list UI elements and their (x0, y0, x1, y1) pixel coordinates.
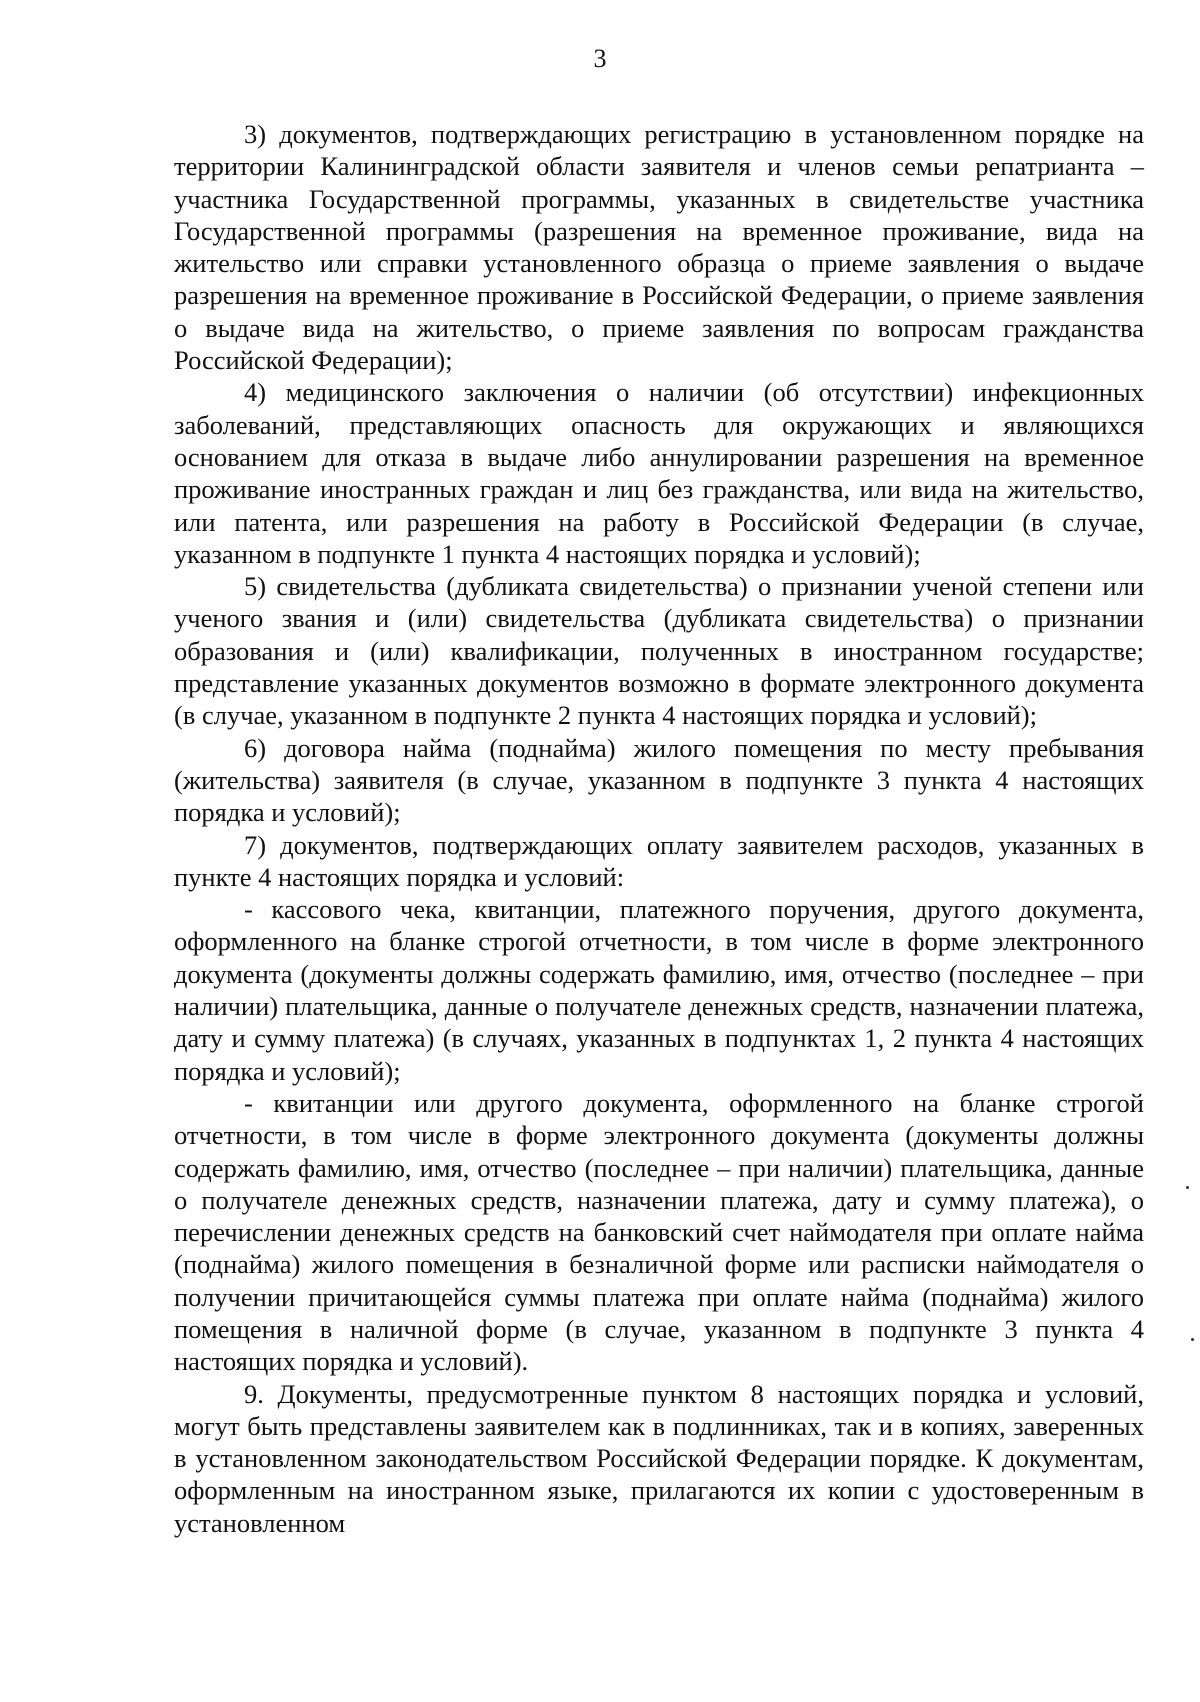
paragraph-item-3: 3) документов, подтверждающих регистрацию в установленном порядке на территории Калининградской области заявителя и членов семьи репатрианта – участника Государственной программы, указанных в свидетельстве участника Государственной программы (разрешения на временное проживание, вида на жительство или справки установленного образца о приеме заявления о выдаче разрешения на временное проживание в Российской Федерации, о приеме заявления о выдаче вида на жительство, о приеме заявления по вопросам гражданства Российской Федерации); (174, 119, 1144, 376)
paragraph-item-6: 6) договора найма (поднайма) жилого помещения по месту пребывания (жительства) заявителя (в случае, указанном в подпункте 3 пункта 4 настоящих порядка и условий); (174, 732, 1144, 828)
document-body (174, 118, 1144, 1539)
paragraph-item-4: 4) медицинского заключения о наличии (об отсутствии) инфекционных заболеваний, представляющих опасность для окружающих и являющихся основанием для отказа в выдаче либо аннулировании разрешения на временное проживание иностранных граждан и лиц без гражданства, или вида на жительство, или патента, или разрешения на работу в Российской Федерации (в случае, указанном в подпункте 1 пункта 4 настоящих порядка и условий); (174, 377, 1144, 569)
paragraph-item-7: 7) документов, подтверждающих оплату заявителем расходов, указанных в пункте 4 настоящих порядка и условий: (174, 829, 1144, 892)
paragraph-bullet-invoice: - квитанции или другого документа, оформленного на бланке строгой отчетности, в том числе в форме электронного документа (документы должны содержать фамилию, имя, отчество (последнее – при наличии) плательщика, данные о получателе денежных средств, назначении платежа, дату и сумму платежа), о перечислении денежных средств на банковский счет наймодателя при оплате найма (поднайма) жилого помещения в безналичной форме или расписки наймодателя о получении причитающейся суммы платежа при оплате найма (поднайма) жилого помещения в наличной форме (в случае, указанном в подпункте 3 пункта 4 настоящих порядка и условий). (174, 1087, 1144, 1377)
paragraph-bullet-receipt: - кассового чека, квитанции, платежного поручения, другого документа, оформленного на бланке строгой отчетности, в том числе в форме электронного документа (документы должны содержать фамилию, имя, отчество (последнее – при наличии) плательщика, данные о получателе денежных средств, назначении платежа, дату и сумму платежа) (в случаях, указанных в подпунктах 1, 2 пункта 4 настоящих порядка и условий); (174, 894, 1144, 1086)
paragraph-clause-9: 9. Документы, предусмотренные пунктом 8 настоящих порядка и условий, могут быть представлены заявителем как в подлинниках, так и в копиях, заверенных в установленном законодательством Российской Федерации порядке. К документам, оформленным на иностранном языке, прилагаются их копии с удостоверенным в установленном (174, 1378, 1144, 1538)
page-number: 3 (593, 44, 607, 73)
paragraph-item-5: 5) свидетельства (дубликата свидетельства) о признании ученой степени или ученого звания и (или) свидетельства (дубликата свидетельства) о признании образования и (или) квалификации, полученных в иностранном государстве; представление указанных документов возможно в формате электронного документа (в случае, указанном в подпункте 2 пункта 4 настоящих порядка и условий); (174, 571, 1144, 731)
scan-speck (1186, 1186, 1189, 1189)
scan-speck (1191, 1338, 1194, 1341)
